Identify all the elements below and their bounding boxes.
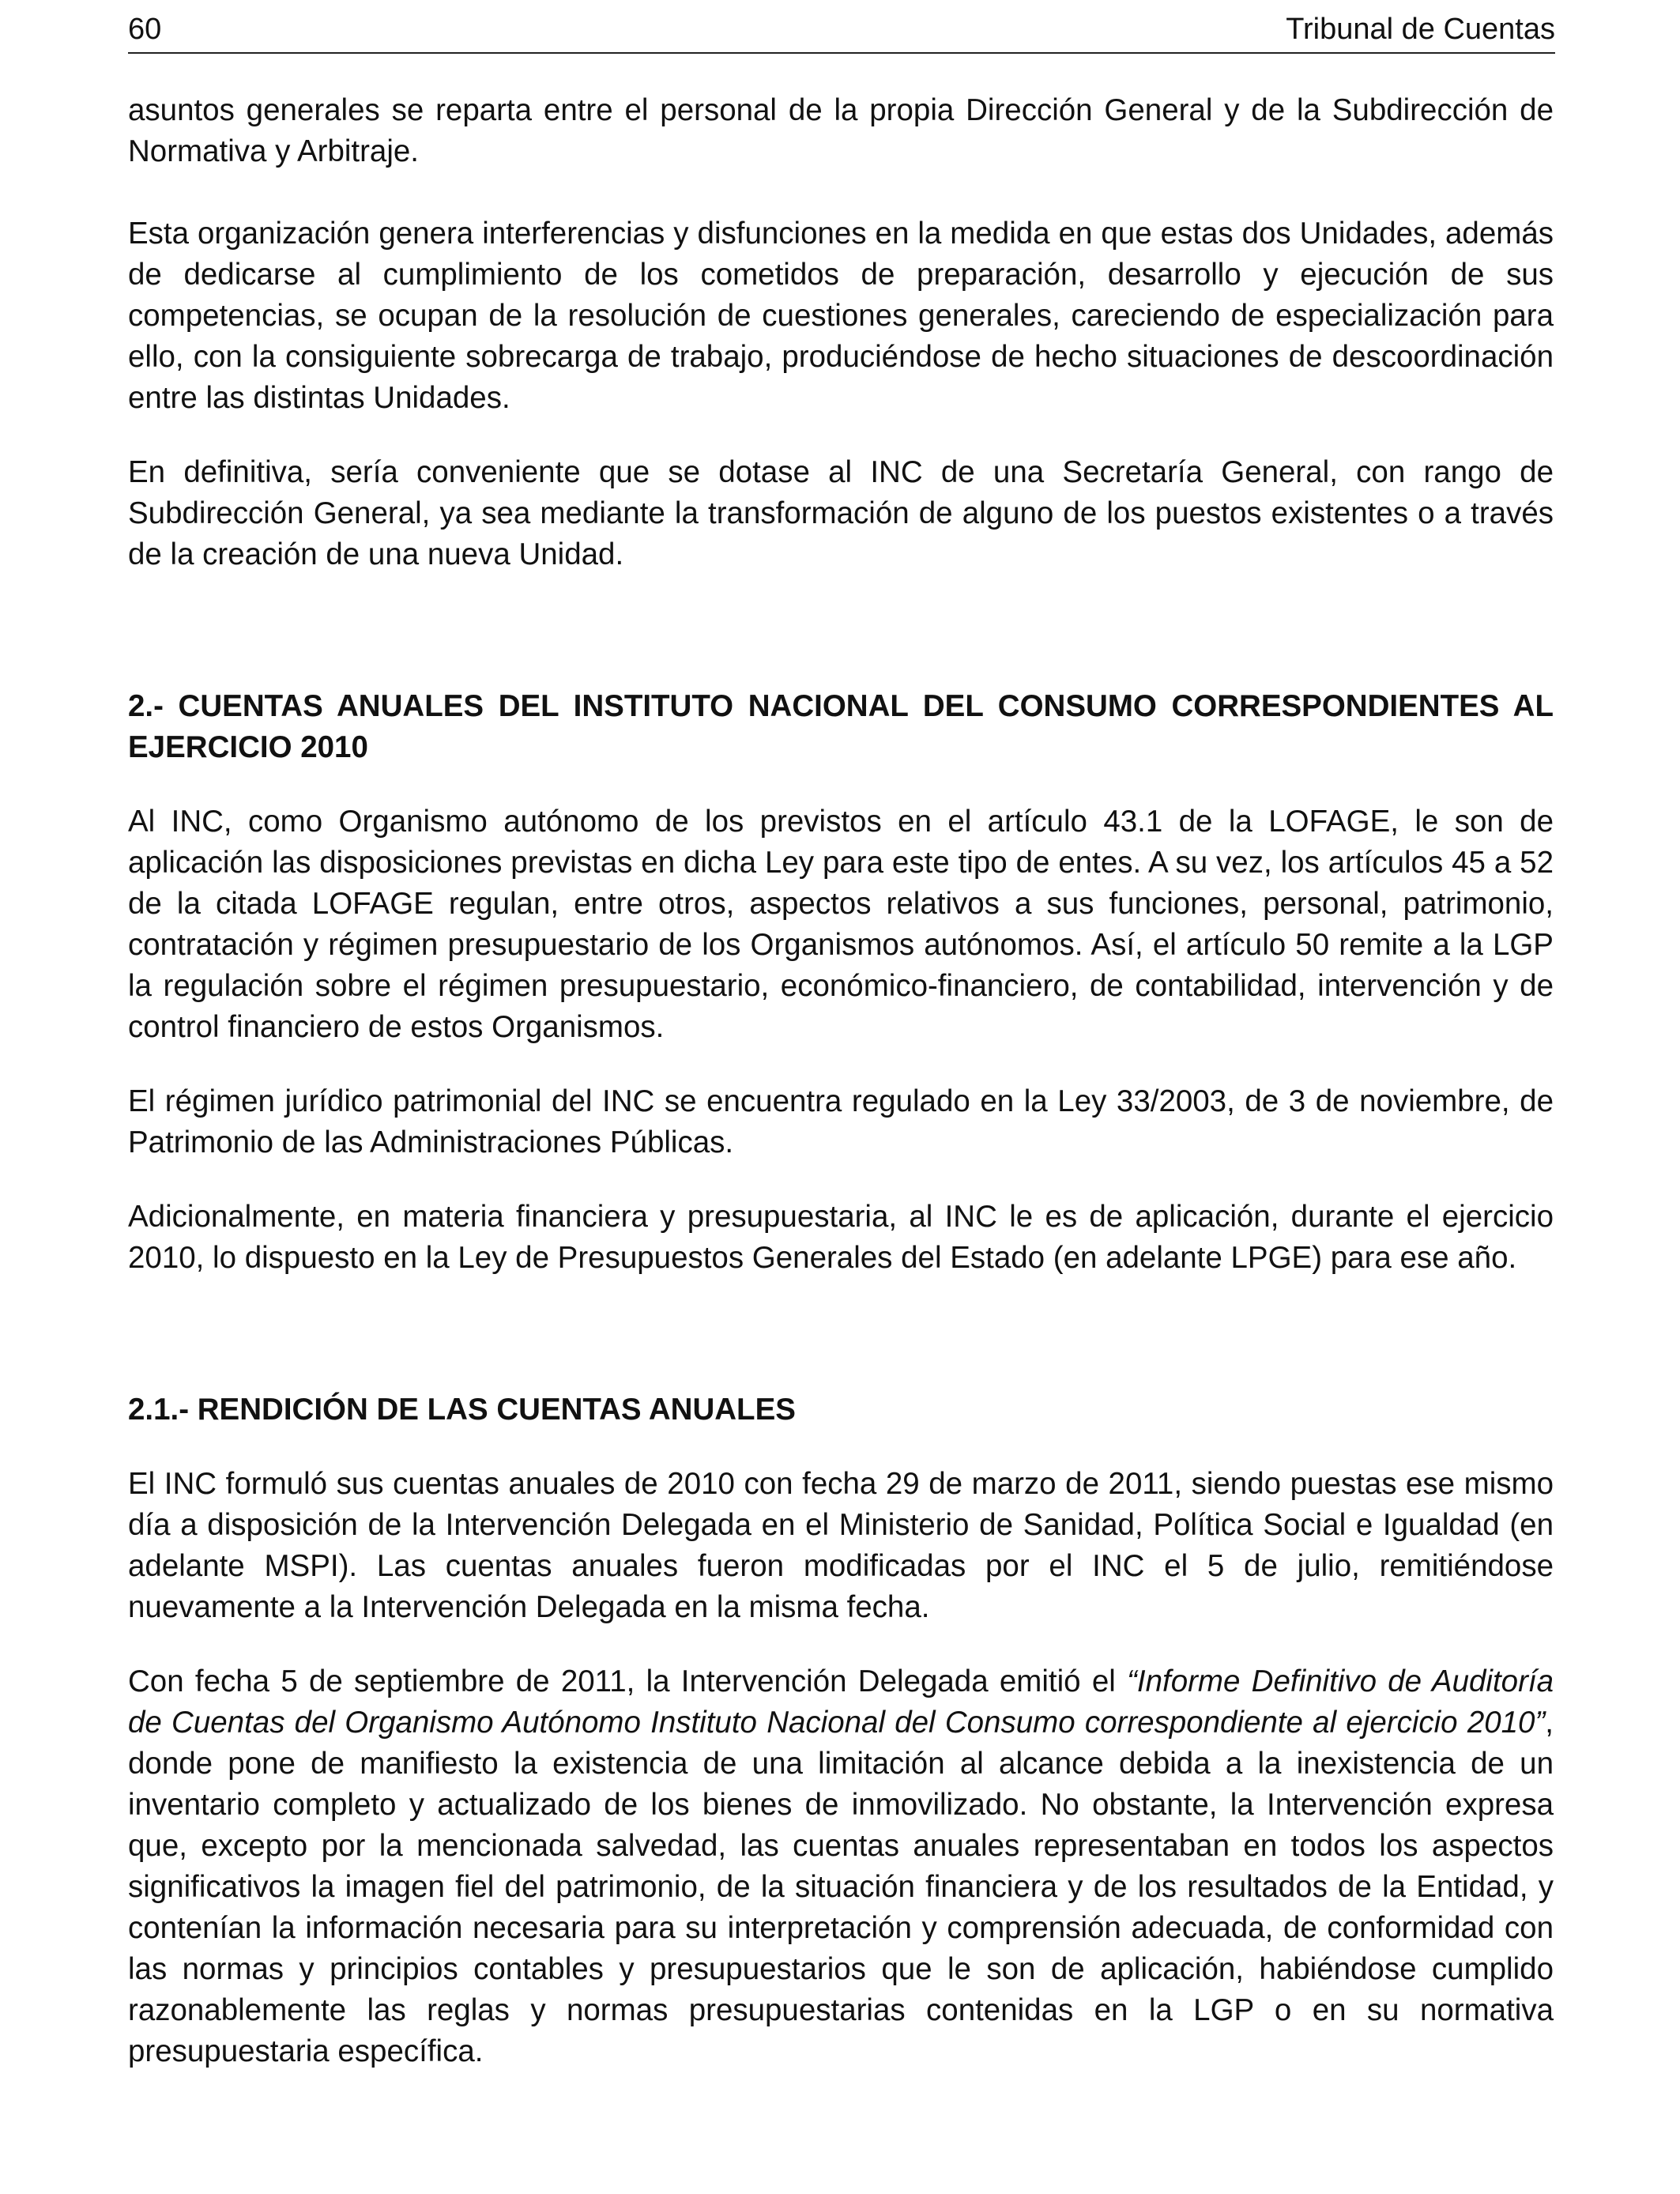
- paragraph-8: [128, 1661, 1554, 2072]
- document-body: [128, 90, 1554, 2072]
- paragraph-5: El régimen jurídico patrimonial del INC se encuentra regulado en la Ley 33/2003, de 3 de noviembre, de Patrimonio de las Administraciones Públicas.: [128, 1084, 1554, 1159]
- report-title-citation: “Informe Definitivo de Auditoría de Cuentas del Organismo Autónomo Instituto Nacional del Consumo correspondiente al ejercicio 2010”: [128, 1664, 1554, 1740]
- page-number: 60: [128, 13, 162, 46]
- section-heading-2: 2.- CUENTAS ANUALES DEL INSTITUTO NACIONAL DEL CONSUMO CORRESPONDIENTES AL EJERCICIO 2010: [128, 689, 1554, 764]
- paragraph-8-lead: Con fecha 5 de septiembre de 2011, la Intervención Delegada emitió el: [128, 1664, 1128, 1698]
- paragraph-1: asuntos generales se reparta entre el personal de la propia Dirección General y de la Subdirección de Normativa y Arbitraje.: [128, 93, 1554, 168]
- paragraph-3: En definitiva, sería conveniente que se dotase al INC de una Secretaría General, con rango de Subdirección General, ya sea mediante la transformación de alguno de los puestos existentes o a través de la creación de una nueva Unidad.: [128, 455, 1554, 571]
- paragraph-6: Adicionalmente, en materia financiera y presupuestaria, al INC le es de aplicación, durante el ejercicio 2010, lo dispuesto en la Ley de Presupuestos Generales del Estado (en adelante LPGE) para ese año.: [128, 1200, 1554, 1275]
- paragraph-4: Al INC, como Organismo autónomo de los previstos en el artículo 43.1 de la LOFAGE, le son de aplicación las disposiciones previstas en dicha Ley para este tipo de entes. A su vez, los artículos 45 a 52 de la citada LOFAGE regulan, entre otros, aspectos relativos a sus funciones, personal, patrimonio, contratación y régimen presupuestario de los Organismos autónomos. Así, el artículo 50 remite a la LGP la regulación sobre el régimen presupuestario, económico-financiero, de contabilidad, intervención y de control financiero de estos Organismos.: [128, 805, 1554, 1044]
- paragraph-7: El INC formuló sus cuentas anuales de 2010 con fecha 29 de marzo de 2011, siendo puestas ese mismo día a disposición de la Intervención Delegada en el Ministerio de Sanidad, Política Social e Igualdad (en adelante MSPI). Las cuentas anuales fueron modificadas por el INC el 5 de julio, remitiéndose nuevamente a la Intervención Delegada en la misma fecha.: [128, 1467, 1554, 1624]
- section-heading-2-1: 2.1.- RENDICIÓN DE LAS CUENTAS ANUALES: [128, 1393, 796, 1427]
- running-title: Tribunal de Cuentas: [1286, 13, 1555, 46]
- paragraph-2: Esta organización genera interferencias y disfunciones en la medida en que estas dos Unidades, además de dedicarse al cumplimiento de los cometidos de preparación, desarrollo y ejecución de sus competencias, se ocupan de la resolución de cuestiones generales, careciendo de especialización para ello, con la consiguiente sobrecarga de trabajo, produciéndose de hecho situaciones de descoordinación entre las distintas Unidades.: [128, 217, 1554, 415]
- paragraph-8-rest: , donde pone de manifiesto la existencia de una limitación al alcance debida a la inexistencia de un inventario completo y actualizado de los bienes de inmovilizado. No obstante, la Intervención expresa que, excepto por la mencionada salvedad, las cuentas anuales representaban en todos los aspectos significativos la imagen fiel del patrimonio, de la situación financiera y de los resultados de la Entidad, y contenían la información necesaria para su interpretación y comprensión adecuada, de conformidad con las normas y principios contables y presupuestarios que le son de aplicación, habiéndose cumplido razonablemente las reglas y normas presupuestarias contenidas en la LGP o en su normativa presupuestaria específica.: [128, 1706, 1554, 2068]
- page-header: [128, 11, 1555, 54]
